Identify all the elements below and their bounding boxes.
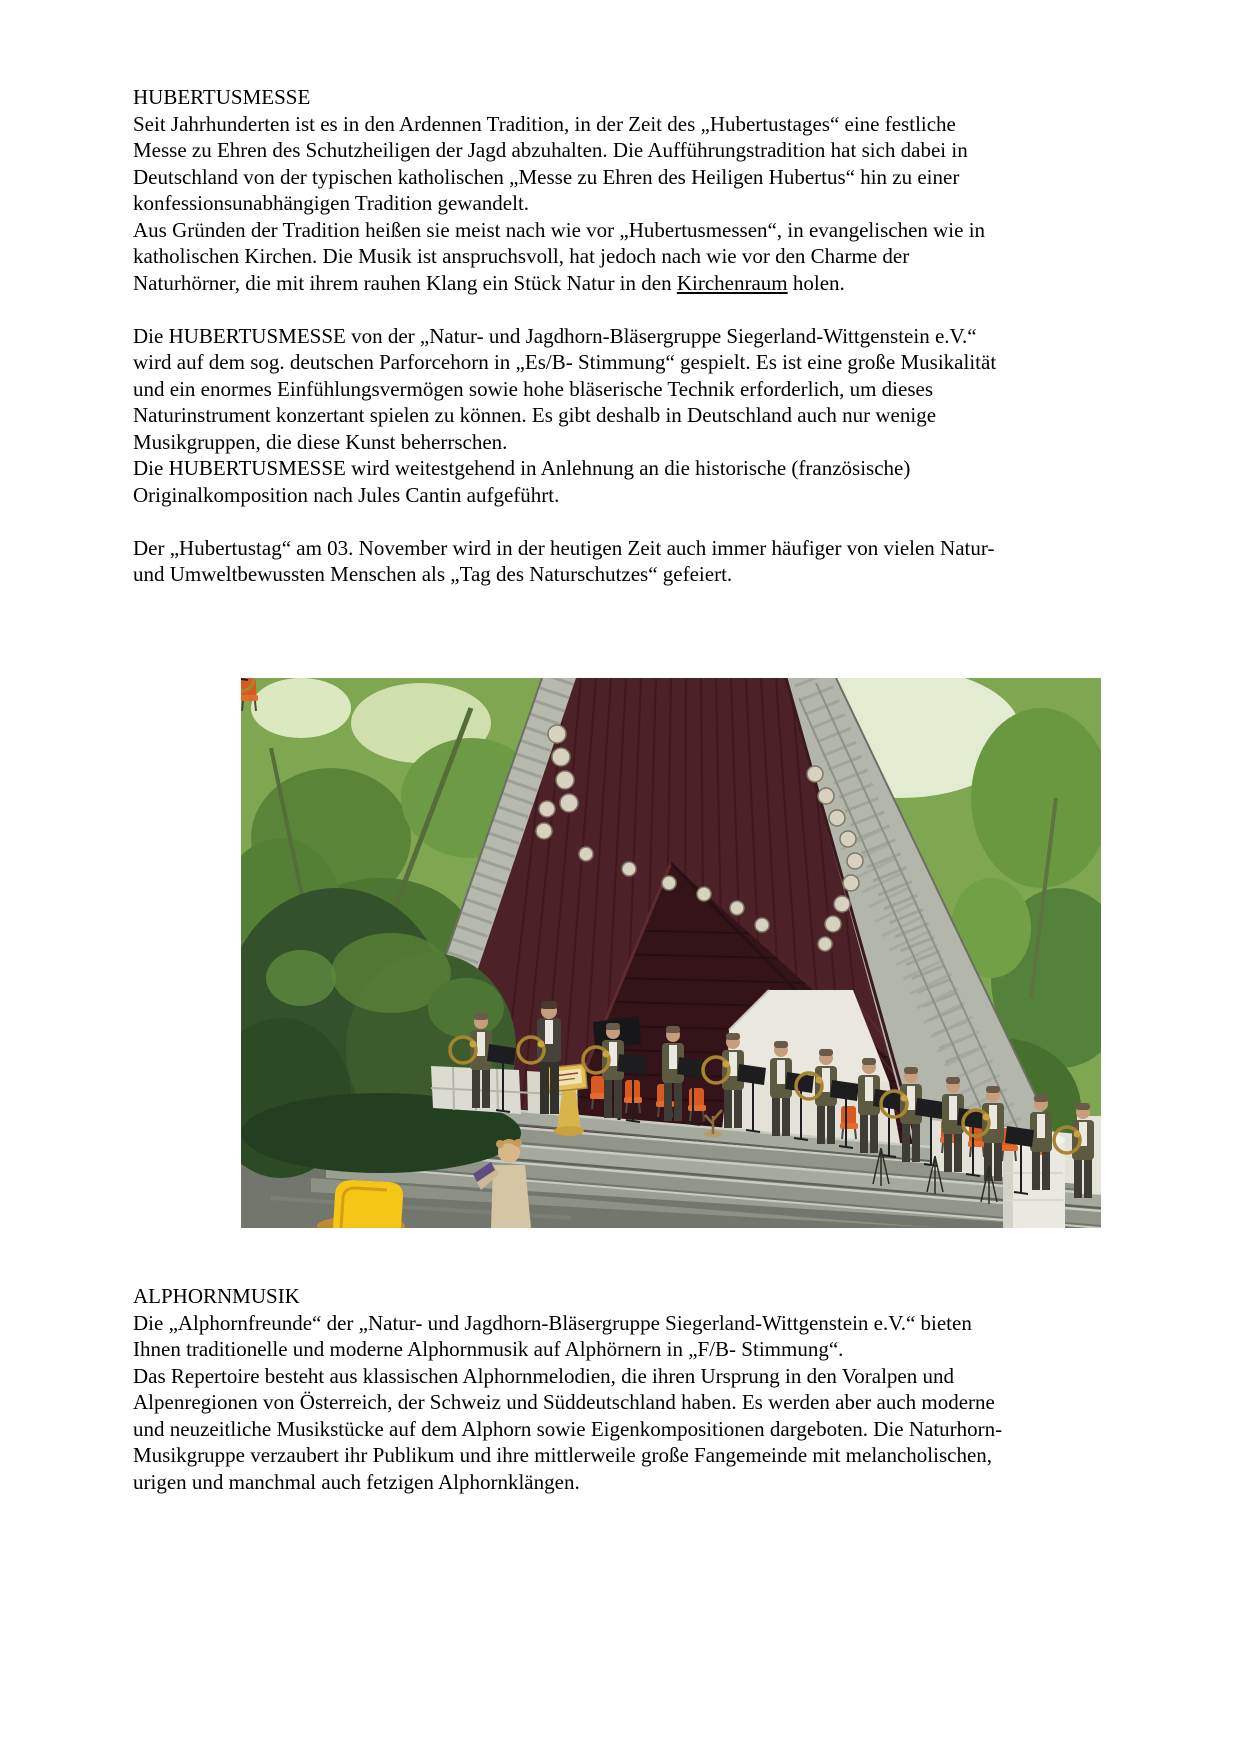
text-line: Die HUBERTUSMESSE wird weitestgehend in Anlehnung an die historische (französische) xyxy=(133,456,911,480)
text-line: Der „Hubertustag“ am 03. November wird in der heutigen Zeit auch immer häufiger von vielen Natur- xyxy=(133,535,995,560)
text-line: katholischen Kirchen. Die Musik ist anspruchsvoll, hat jedoch nach wie vor den Charme der xyxy=(133,244,910,268)
paragraph-hubertusmesse-details xyxy=(133,323,1133,509)
paragraph-tradition xyxy=(133,111,1133,297)
text-line: Seit Jahrhunderten ist es in den Ardennen Tradition, in der Zeit des „Hubertustages“ eine festliche xyxy=(133,111,956,136)
text-line: Ihnen traditionelle und moderne Alphornmusik auf Alphörnern in „F/B- Stimmung“. xyxy=(133,1337,844,1361)
text-line: urigen und manchmal auch fetzigen Alphornklängen. xyxy=(133,1469,580,1494)
text-line: und Umweltbewussten Menschen als „Tag des Naturschutzes“ gefeiert. xyxy=(133,562,733,586)
paragraph-hubertustag xyxy=(133,535,1133,588)
section-alphornmusik xyxy=(133,1283,1133,1495)
text-line: wird auf dem sog. deutschen Parforcehorn in „Es/B- Stimmung“ gespielt. Es ist eine große Musikalität xyxy=(133,350,997,374)
text-line: Musikgruppen, die diese Kunst beherrschen. xyxy=(133,429,508,454)
text-line: Aus Gründen der Tradition heißen sie meist nach wie vor „Hubertusmessen“, in evangelischen wie in xyxy=(133,217,986,242)
paragraph-alphornmusik xyxy=(133,1310,1133,1496)
blank-line xyxy=(133,508,1133,535)
text-before-underline: Naturhörner, die mit ihrem rauhen Klang ein Stück Natur in den xyxy=(133,270,677,295)
text-line: Originalkomposition nach Jules Cantin aufgeführt. xyxy=(133,482,560,507)
underlined-word-kirchenraum: Kirchenraum xyxy=(676,270,788,295)
concert-photo-graphic xyxy=(241,678,1101,1228)
text-line: Naturinstrument konzertant spielen zu können. Es gibt deshalb in Deutschland auch nur wenige xyxy=(133,403,937,427)
text-line: und neuzeitliche Musikstücke auf dem Alphorn sowie Eigenkompositionen dargeboten. Die Naturhorn- xyxy=(133,1416,1003,1441)
text-line-kirchenraum xyxy=(133,270,1133,297)
text-line: Musikgruppe verzaubert ihr Publikum und ihre mittlerweile große Fangemeinde mit melancholischen, xyxy=(133,1443,993,1467)
text-line: Deutschland von der typischen katholischen „Messe zu Ehren des Heiligen Hubertus“ hin zu einer xyxy=(133,164,960,189)
text-line: Messe zu Ehren des Schutzheiligen der Jagd abzuhalten. Die Aufführungstradition hat sich dabei in xyxy=(133,138,968,162)
section-hubertusmesse xyxy=(133,84,1133,588)
text-line: Alpenregionen von Österreich, der Schweiz und Süddeutschland haben. Es werden aber auch moderne xyxy=(133,1390,995,1414)
text-line: Die HUBERTUSMESSE von der „Natur- und Jagdhorn-Bläsergruppe Siegerland-Wittgenstein e.V.“ xyxy=(133,323,977,348)
text-after-underline: holen. xyxy=(787,270,845,295)
text-line: konfessionsunabhängigen Tradition gewandelt. xyxy=(133,191,530,215)
section-heading-alphornmusik: ALPHORNMUSIK xyxy=(133,1284,300,1308)
section-heading-hubertusmesse: HUBERTUSMESSE xyxy=(133,85,311,109)
concert-photo xyxy=(241,678,1101,1228)
text-line: und ein enormes Einfühlungsvermögen sowie hohe bläserische Technik erforderlich, um dieses xyxy=(133,376,933,401)
text-line: Das Repertoire besteht aus klassischen Alphornmelodien, die ihren Ursprung in den Voralpen und xyxy=(133,1363,954,1388)
text-line: Die „Alphornfreunde“ der „Natur- und Jagdhorn-Bläsergruppe Siegerland-Wittgenstein e.V.“ bieten xyxy=(133,1310,972,1335)
blank-line xyxy=(133,296,1133,323)
